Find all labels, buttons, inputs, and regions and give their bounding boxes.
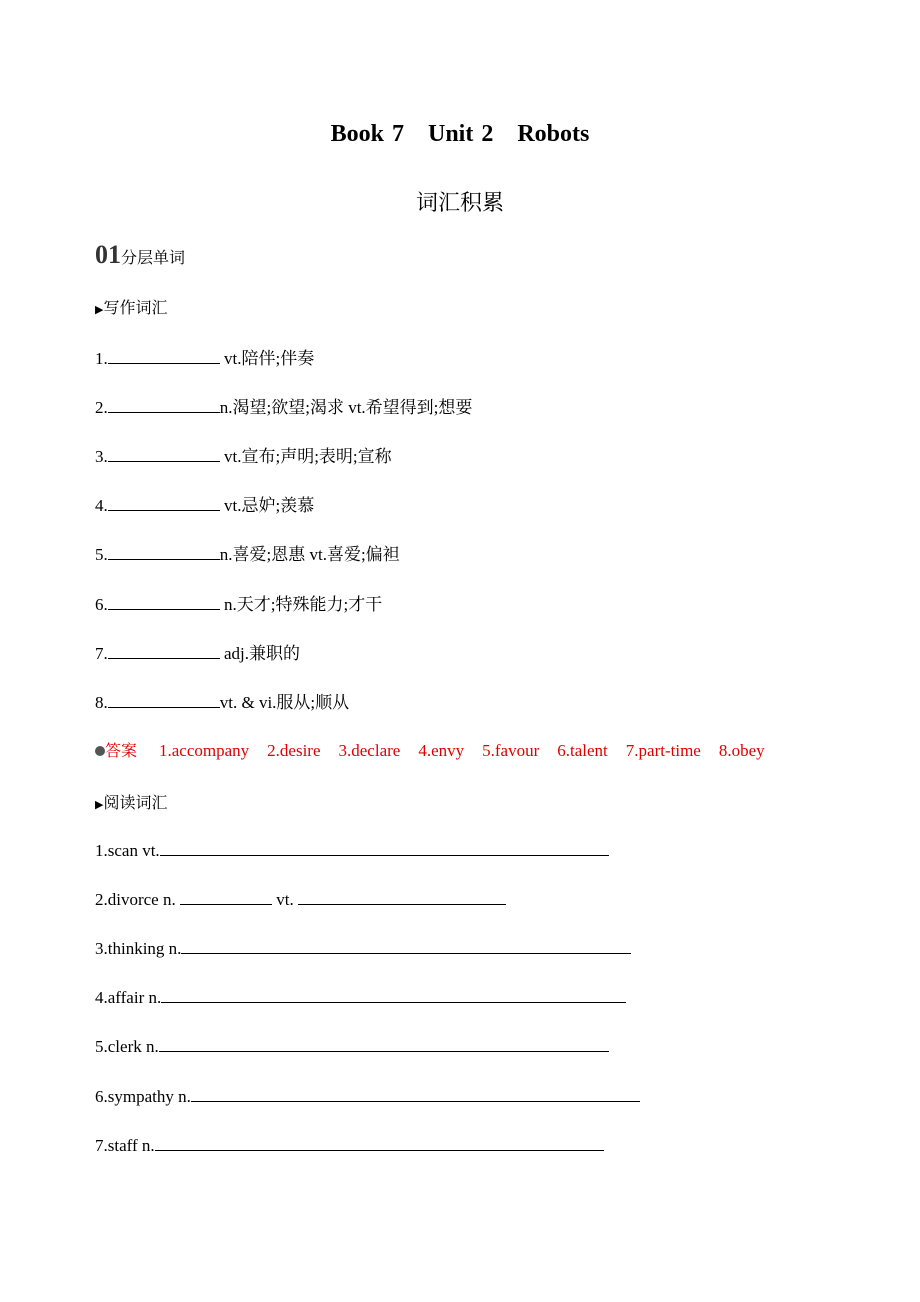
writing-heading-text: 写作词汇 (103, 298, 168, 317)
writing-item (95, 393, 472, 418)
reading-item (95, 1085, 640, 1107)
item-def: n.渴望;欲望;渴求 vt.希望得到;想要 (219, 398, 473, 417)
writing-item (95, 688, 349, 713)
writing-item (95, 442, 392, 467)
item-def: vt.陪伴;伴奏 (219, 349, 315, 368)
item-num: 1. (95, 349, 108, 368)
item-def: adj.兼职的 (219, 644, 301, 663)
item-text: 5.clerk n. (95, 1037, 159, 1056)
reading-heading (95, 790, 167, 813)
answer-blank[interactable] (108, 691, 220, 708)
item-def: vt. & vi.服从;顺从 (219, 693, 350, 712)
item-num: 8. (95, 693, 108, 712)
item-num: 7. (95, 644, 108, 663)
triangle-icon: ▶ (95, 303, 104, 316)
section-heading (95, 240, 185, 270)
reading-heading-text: 阅读词汇 (103, 793, 168, 812)
reading-item (95, 839, 609, 861)
title-unit: Unit 2 (428, 121, 494, 147)
writing-item (95, 491, 314, 516)
item-def: vt.宣布;声明;表明;宣称 (219, 447, 392, 466)
item-text: 2.divorce n. (95, 890, 180, 909)
reading-item (95, 1035, 609, 1057)
item-num: 5. (95, 545, 108, 564)
item-text: 3.thinking n. (95, 939, 182, 958)
item-num: 4. (95, 496, 108, 515)
answer-blank[interactable] (108, 543, 220, 560)
answer-blank[interactable] (181, 937, 631, 954)
item-num: 3. (95, 447, 108, 466)
answer-blank[interactable] (298, 888, 506, 905)
title-book: Book 7 (330, 121, 404, 147)
answer-item: 1.accompany (159, 741, 250, 760)
item-text: vt. (271, 890, 298, 909)
answer-blank[interactable] (161, 986, 626, 1003)
answer-blank[interactable] (108, 593, 220, 610)
answer-blank[interactable] (108, 396, 220, 413)
item-text: 7.staff n. (95, 1136, 155, 1155)
answer-blank[interactable] (159, 1035, 609, 1052)
reading-item (95, 937, 631, 959)
writing-item (95, 639, 300, 664)
item-num: 6. (95, 595, 108, 614)
item-text: 4.affair n. (95, 988, 162, 1007)
answer-icon (95, 746, 105, 756)
answer-item: 3.declare (338, 741, 401, 760)
answer-blank[interactable] (108, 347, 220, 364)
title-topic: Robots (517, 121, 590, 147)
item-num: 2. (95, 398, 108, 417)
answer-item: 2.desire (267, 741, 321, 760)
writing-item (95, 344, 314, 369)
answer-line (95, 738, 783, 761)
writing-item (95, 540, 400, 565)
item-text: 1.scan vt. (95, 841, 160, 860)
answer-blank[interactable] (191, 1085, 640, 1102)
page-title (0, 121, 920, 148)
answer-blank[interactable] (180, 888, 272, 905)
reading-item (95, 1134, 604, 1156)
section-number: 01 (95, 240, 121, 269)
answer-blank[interactable] (155, 1134, 604, 1151)
answer-blank[interactable] (108, 642, 220, 659)
reading-item (95, 986, 626, 1008)
answer-blank[interactable] (108, 494, 220, 511)
answer-blank[interactable] (108, 445, 220, 462)
reading-item (95, 888, 506, 910)
subtitle: 词汇积累 (415, 191, 504, 216)
item-def: n.喜爱;恩惠 vt.喜爱;偏袒 (219, 545, 400, 564)
answer-item: 4.envy (418, 741, 465, 760)
answer-item: 5.favour (482, 741, 540, 760)
section-label: 分层单词 (121, 248, 186, 267)
answer-item: 8.obey (718, 741, 765, 760)
answer-item: 6.talent (557, 741, 608, 760)
answer-item: 7.part-time (625, 741, 701, 760)
answer-label: 答案 (105, 741, 138, 760)
item-text: 6.sympathy n. (95, 1087, 191, 1106)
writing-heading (95, 295, 167, 318)
item-def: vt.忌妒;羡慕 (219, 496, 315, 515)
answer-blank[interactable] (160, 839, 609, 856)
writing-item (95, 590, 382, 615)
item-def: n.天才;特殊能力;才干 (219, 595, 383, 614)
triangle-icon: ▶ (95, 798, 104, 811)
